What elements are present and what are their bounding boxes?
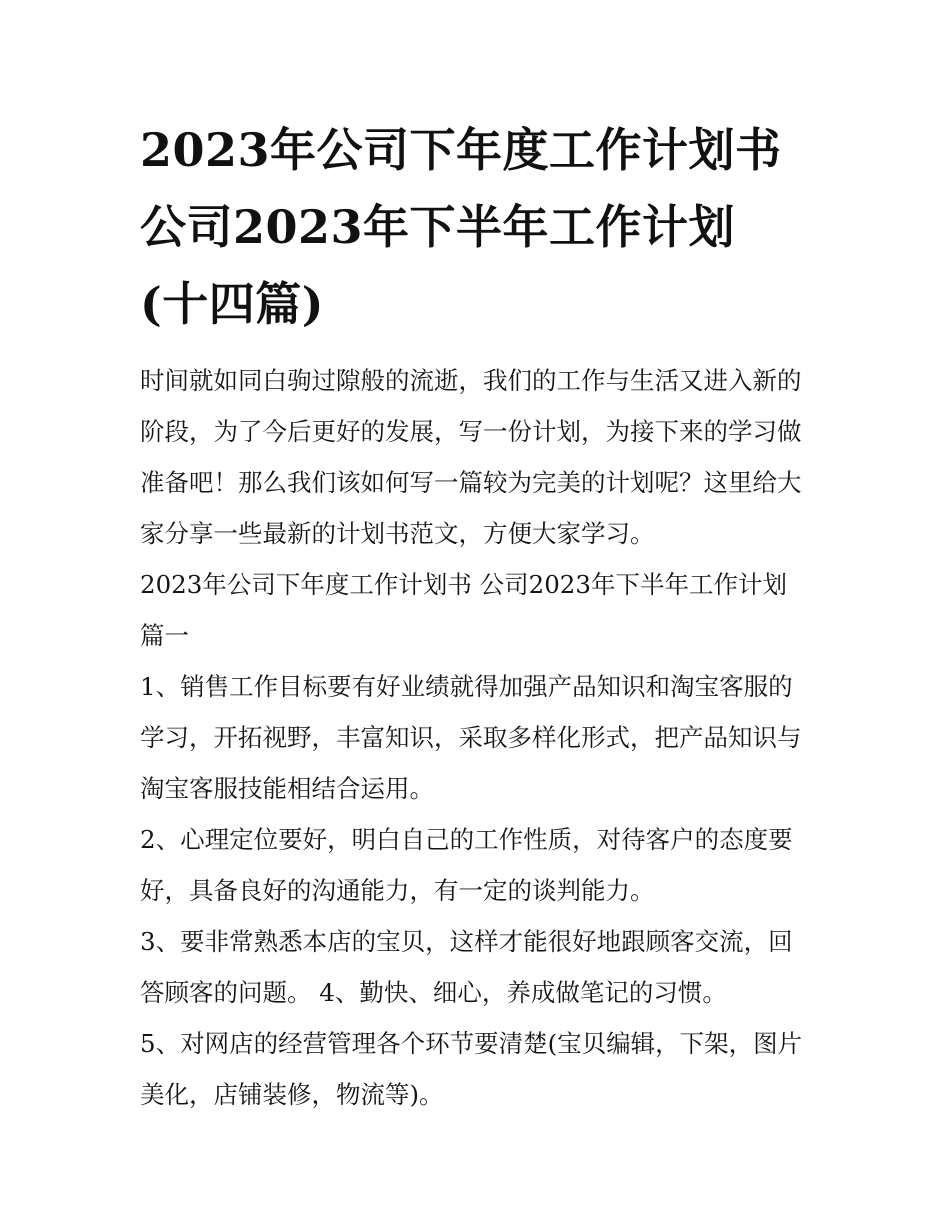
- section-heading: 2023年公司下年度工作计划书 公司2023年下半年工作计划篇一: [140, 570, 787, 650]
- intro-paragraph: 时间就如同白驹过隙般的流逝，我们的工作与生活又进入新的阶段，为了今后更好的发展，写一份计划，为接下来的学习做准备吧！那么我们该如何写一篇较为完美的计划呢？这里给大家分享一些最新的计划书范文，方便大家学习。: [140, 366, 802, 548]
- title-line-3: (十四篇): [140, 277, 325, 331]
- list-item-3: 3、要非常熟悉本店的宝贝，这样才能很好地跟顾客交流，回答顾客的问题。 4、勤快、细心，养成做笔记的习惯。: [140, 927, 793, 1007]
- title-line-2: 公司2023年下半年工作计划: [140, 200, 736, 254]
- document-content: [140, 112, 820, 1120]
- document-body: [140, 355, 820, 1120]
- title-line-1: 2023年公司下年度工作计划书: [140, 123, 782, 177]
- list-item-4: 5、对网店的经营管理各个环节要清楚(宝贝编辑，下架，图片美化，店铺装修，物流等)。: [140, 1029, 803, 1109]
- document-title: [140, 112, 820, 343]
- list-item-1: 1、销售工作目标要有好业绩就得加强产品知识和淘宝客服的学习，开拓视野，丰富知识，采取多样化形式，把产品知识与淘宝客服技能相结合运用。: [140, 672, 802, 803]
- list-item-2: 2、心理定位要好，明白自己的工作性质，对待客户的态度要好，具备良好的沟通能力，有一定的谈判能力。: [140, 825, 793, 905]
